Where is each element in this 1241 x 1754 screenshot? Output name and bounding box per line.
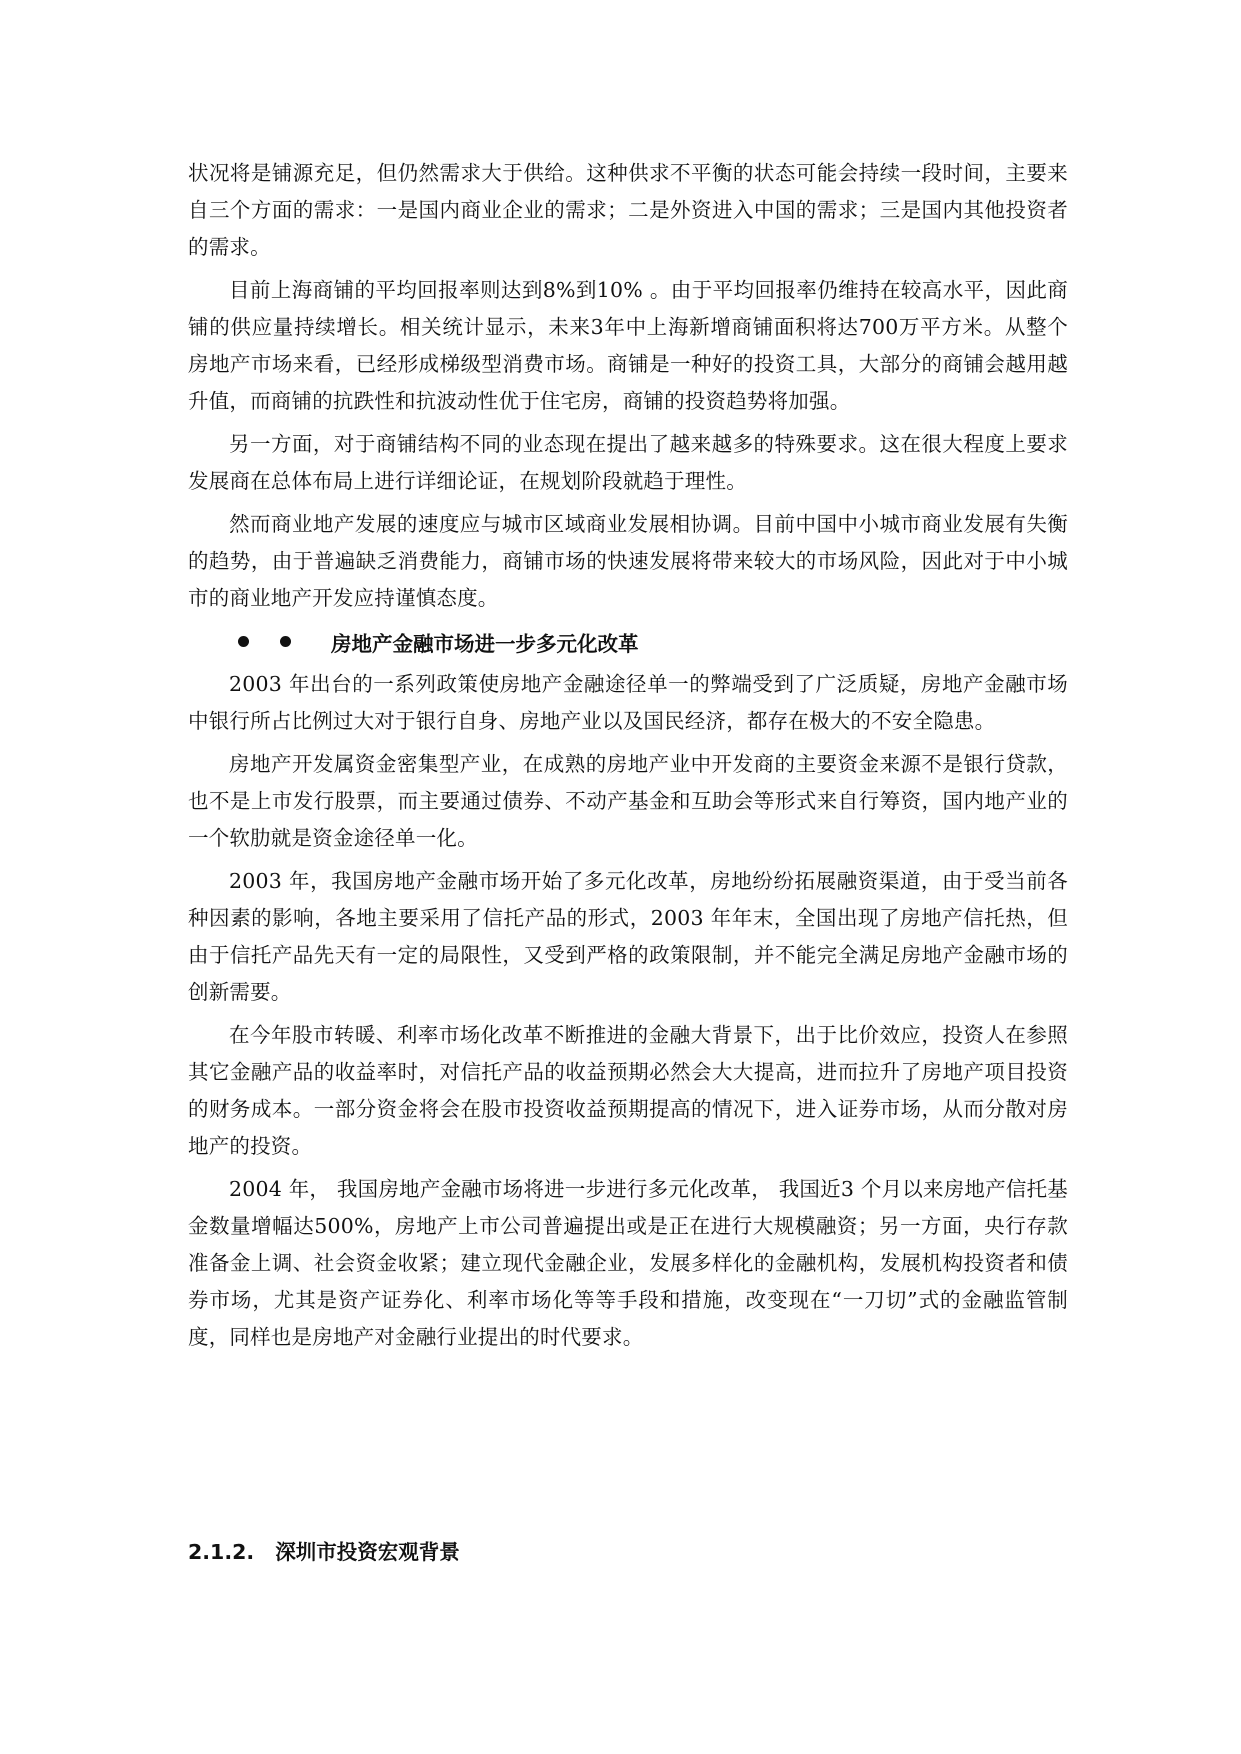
section-title: 深圳市投资宏观背景 bbox=[275, 1540, 460, 1564]
paragraph: 状况将是铺源充足，但仍然需求大于供给。这种供求不平衡的状态可能会持续一段时间，主要来自三个方面的需求：一是国内商业企业的需求；二是外资进入中国的需求；三是国内其他投资者的需求。 bbox=[188, 161, 1068, 259]
paragraph: 在今年股市转暖、利率市场化改革不断推进的金融大背景下，出于比价效应，投资人在参照其它金融产品的收益率时，对信托产品的收益预期必然会大大提高，进而拉升了房地产项目投资的财务成本。一部分资金将会在股市投资收益预期提高的情况下，进入证券市场，从而分散对房地产的投资。 bbox=[188, 1023, 1068, 1158]
bullet-heading-text: 房地产金融市场进一步多元化改革 bbox=[331, 631, 639, 656]
paragraph: 另一方面，对于商铺结构不同的业态现在提出了越来越多的特殊要求。这在很大程度上要求发展商在总体布局上进行详细论证，在规划阶段就趋于理性。 bbox=[188, 432, 1068, 493]
bullet-heading bbox=[188, 623, 1068, 660]
paragraph: 然而商业地产发展的速度应与城市区域商业发展相协调。目前中国中小城市商业发展有失衡的趋势，由于普遍缺乏消费能力，商铺市场的快速发展将带来较大的市场风险，因此对于中小城市的商业地产开发应持谨慎态度。 bbox=[188, 512, 1068, 610]
paragraph: 2003 年出台的一系列政策使房地产金融途径单一的弊端受到了广泛质疑，房地产金融市场中银行所占比例过大对于银行自身、房地产业以及国民经济，都存在极大的不安全隐患。 bbox=[188, 672, 1068, 733]
section-number: 2.1.2. bbox=[188, 1540, 255, 1564]
bullet-dot-icon bbox=[280, 636, 291, 647]
paragraph: 2004 年， 我国房地产金融市场将进一步进行多元化改革， 我国近3 个月以来房地产信托基金数量增幅达500%，房地产上市公司普遍提出或是正在进行大规模融资；另一方面，央行存款准备金上调、社会资金收紧；建立现代金融企业，发展多样化的金融机构，发展机构投资者和债券市场，尤其是资产证券化、利率市场化等等手段和措施，改变现在“一刀切”式的金融监管制度，同样也是房地产对金融行业提出的时代要求。 bbox=[188, 1177, 1068, 1349]
paragraph: 目前上海商铺的平均回报率则达到8%到10% 。由于平均回报率仍维持在较高水平，因此商铺的供应量持续增长。相关统计显示，未来3年中上海新增商铺面积将达700万平方米。从整个房地产市场来看，已经形成梯级型消费市场。商铺是一种好的投资工具，大部分的商铺会越用越升值，而商铺的抗跌性和抗波动性优于住宅房，商铺的投资趋势将加强。 bbox=[188, 278, 1068, 413]
paragraph: 2003 年，我国房地产金融市场开始了多元化改革，房地纷纷拓展融资渠道，由于受当前各种因素的影响，各地主要采用了信托产品的形式，2003 年年末，全国出现了房地产信托热，但由于信托产品先天有一定的局限性，又受到严格的政策限制，并不能完全满足房地产金融市场的创新需要。 bbox=[188, 869, 1068, 1004]
document-body bbox=[188, 155, 1068, 1362]
bullet-dot-icon bbox=[238, 636, 249, 647]
paragraph: 房地产开发属资金密集型产业，在成熟的房地产业中开发商的主要资金来源不是银行贷款，也不是上市发行股票，而主要通过债券、不动产基金和互助会等形式来自行筹资，国内地产业的一个软肋就是资金途径单一化。 bbox=[188, 752, 1068, 850]
section-heading bbox=[188, 1535, 460, 1565]
